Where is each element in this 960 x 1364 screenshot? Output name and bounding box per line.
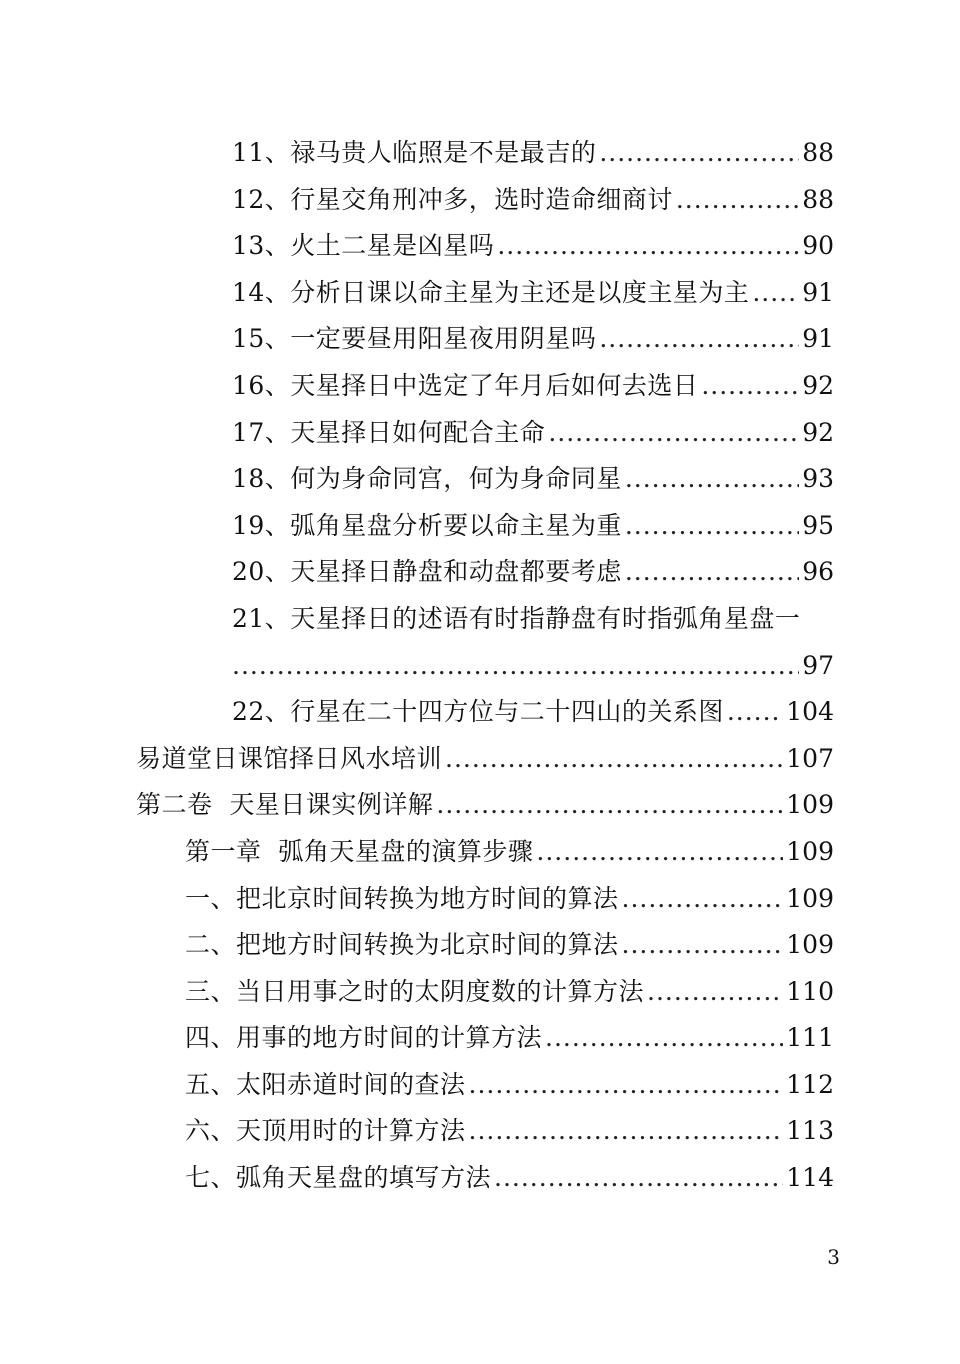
toc-entry-title: 15、一定要昼用阳星夜用阴星吗	[232, 324, 597, 354]
toc-entry[interactable]	[0, 922, 960, 969]
toc-entry[interactable]	[0, 549, 960, 596]
toc-entry[interactable]	[0, 689, 960, 736]
toc-entry-title: 18、何为身命同宫，何为身命同星	[232, 464, 622, 494]
toc-entry[interactable]	[0, 876, 960, 923]
toc-entry-page: 97	[802, 650, 834, 680]
dot-leader	[445, 736, 783, 783]
toc-entry-page: 113	[786, 1116, 834, 1146]
toc-entry[interactable]	[0, 410, 960, 457]
dot-leader	[752, 270, 799, 317]
dot-leader	[545, 1015, 783, 1062]
toc-entry-page: 109	[786, 930, 834, 960]
toc-entry[interactable]	[0, 736, 960, 783]
dot-leader	[436, 782, 783, 829]
toc-entry-title: 12、行星交角刑冲多，选时造命细商讨	[232, 184, 673, 214]
toc-entry-title: 七、弧角天星盘的填写方法	[185, 1163, 492, 1193]
toc-entry-title: 21、天星择日的述语有时指静盘有时指弧角星盘一	[232, 603, 801, 633]
dot-leader	[536, 829, 783, 876]
toc-entry-page: 112	[786, 1069, 834, 1099]
toc-entry-title: 16、天星择日中选定了年月后如何去选日	[232, 370, 699, 400]
toc-entry[interactable]	[0, 363, 960, 410]
toc-entry[interactable]	[0, 782, 960, 829]
toc-entry-title: 17、天星择日如何配合主命	[232, 417, 546, 447]
toc-entry-page: 92	[802, 417, 834, 447]
toc-entry-title: 14、分析日课以命主星为主还是以度主星为主	[232, 277, 750, 307]
toc-entry-title: 二、把地方时间转换为北京时间的算法	[185, 930, 619, 960]
dot-leader	[622, 922, 784, 969]
toc-entry-page: 114	[786, 1163, 834, 1193]
toc-entry-title: 易道堂日课馆择日风水培训	[136, 743, 443, 773]
toc-entry-title: 20、天星择日静盘和动盘都要考虑	[232, 557, 622, 587]
dot-leader	[469, 1062, 784, 1109]
toc-entry[interactable]	[0, 969, 960, 1016]
toc-entry-page: 91	[802, 277, 834, 307]
toc-entry-page: 88	[802, 138, 834, 167]
toc-entry-page: 109	[786, 883, 834, 913]
toc-entry-title: 第一章 弧角天星盘的演算步骤	[185, 836, 534, 866]
dot-leader	[622, 876, 784, 923]
toc-entry-title: 六、天顶用时的计算方法	[185, 1116, 466, 1146]
toc-entry-page: 96	[802, 557, 834, 587]
dot-leader	[625, 549, 799, 596]
toc-entry-title: 19、弧角星盘分析要以命主星为重	[232, 510, 622, 540]
dot-leader	[497, 223, 799, 270]
toc-entry-title: 一、把北京时间转换为地方时间的算法	[185, 883, 619, 913]
dot-leader	[676, 177, 799, 224]
toc-entry-title: 22、行星在二十四方位与二十四山的关系图	[232, 697, 724, 727]
toc-entry-page: 111	[786, 1023, 834, 1053]
toc-entry-title: 第二卷 天星日课实例详解	[136, 790, 434, 820]
toc-entry[interactable]	[0, 829, 960, 876]
toc-entry-title: 13、火土二星是凶星吗	[232, 231, 495, 261]
toc-entry-page: 107	[786, 743, 834, 773]
dot-leader	[625, 503, 799, 550]
toc-entry[interactable]	[0, 130, 960, 177]
toc-entry[interactable]	[0, 596, 960, 643]
dot-leader	[625, 456, 799, 503]
toc-entry-page: 104	[786, 697, 834, 727]
dot-leader	[599, 130, 799, 177]
toc-entry[interactable]	[0, 316, 960, 363]
toc-entry[interactable]	[0, 1015, 960, 1062]
toc-entry[interactable]	[0, 1108, 960, 1155]
toc-entry[interactable]	[0, 1155, 960, 1202]
toc-entry-page: 90	[802, 231, 834, 261]
toc-entry-page: 91	[802, 324, 834, 354]
toc-entry[interactable]	[0, 456, 960, 503]
dot-leader	[232, 643, 799, 690]
toc-entry-title: 四、用事的地方时间的计算方法	[185, 1023, 543, 1053]
toc-entry-title: 五、太阳赤道时间的查法	[185, 1069, 466, 1099]
toc-entry[interactable]	[0, 503, 960, 550]
page-number: 3	[827, 1245, 840, 1269]
toc-entry-page: 110	[786, 976, 834, 1006]
dot-leader	[647, 969, 783, 1016]
toc-entry-continuation[interactable]	[0, 643, 960, 690]
dot-leader	[599, 316, 799, 363]
dot-leader	[701, 363, 799, 410]
dot-leader	[727, 689, 783, 736]
toc-entry[interactable]	[0, 223, 960, 270]
toc-entry[interactable]	[0, 177, 960, 224]
toc-entry-page: 95	[802, 510, 834, 540]
dot-leader	[494, 1155, 783, 1202]
toc-entry[interactable]	[0, 270, 960, 317]
toc-entry-page: 109	[786, 790, 834, 820]
dot-leader	[548, 410, 799, 457]
toc-entry-page: 88	[802, 184, 834, 214]
toc-entry-page: 93	[802, 464, 834, 494]
toc-entry-title: 11、禄马贵人临照是不是最吉的	[232, 138, 597, 167]
table-of-contents	[0, 130, 960, 1202]
toc-entry-title: 三、当日用事之时的太阴度数的计算方法	[185, 976, 645, 1006]
toc-entry-page: 109	[786, 836, 834, 866]
dot-leader	[469, 1108, 784, 1155]
toc-entry-page: 92	[802, 370, 834, 400]
toc-entry[interactable]	[0, 1062, 960, 1109]
